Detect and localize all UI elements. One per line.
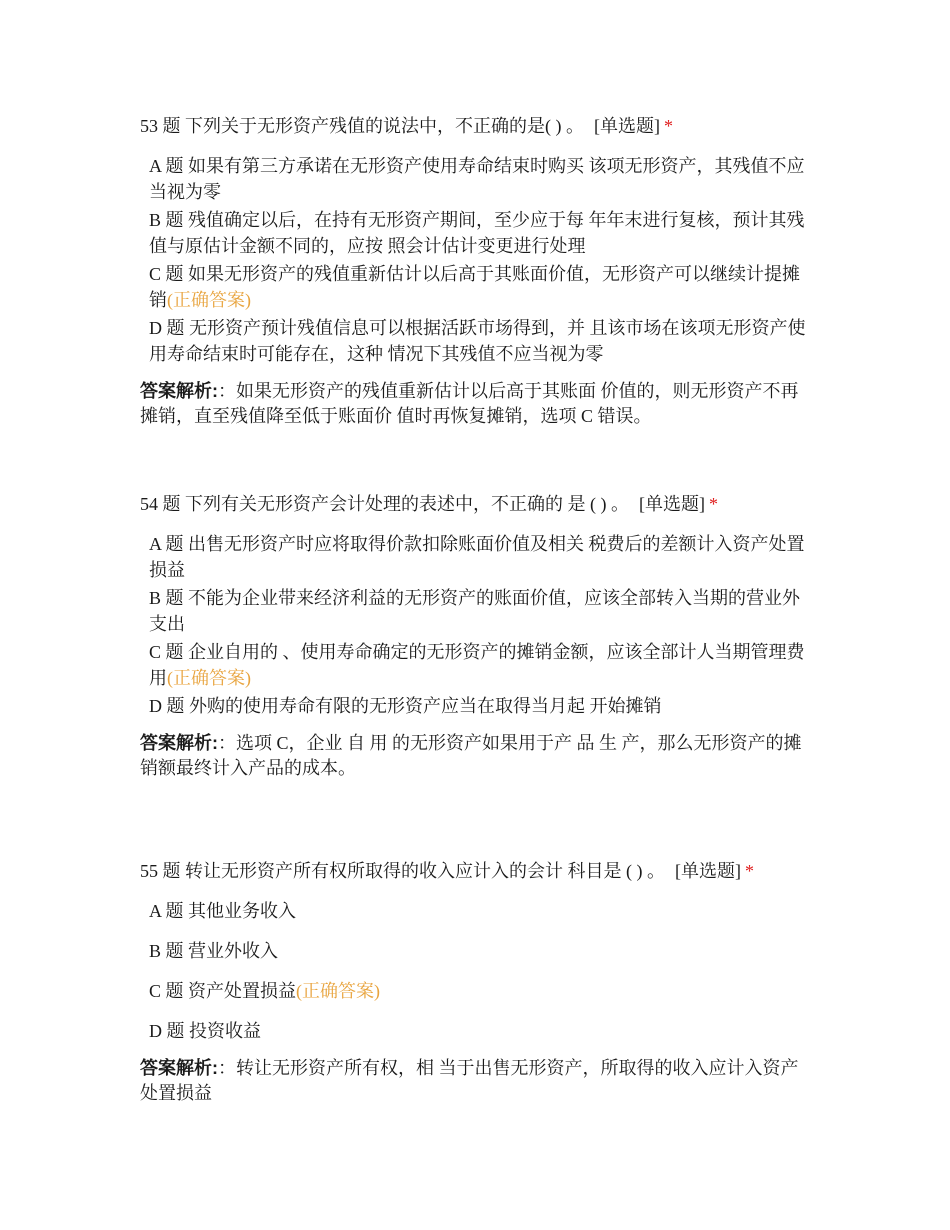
analysis-text: ：选项 C，企业 自 用 的无形资产如果用于产 品 生 产，那么无形资产的摊销额最终计入产品的成本。 — [140, 733, 802, 778]
question-53 — [140, 113, 810, 429]
option-text: B 题 营业外收入 — [149, 941, 279, 961]
option-text: B 题 残值确定以后，在持有无形资产期间，至少应于每 年年末进行复核，预计其残值与原估计金额不同的，应按 照会计估计变更进行处理 — [149, 210, 805, 256]
option-text: D 题 无形资产预计残值信息可以根据活跃市场得到，并 且该市场在该项无形资产使用寿命结束时可能存在，这种 情况下其残值不应当视为零 — [149, 318, 806, 364]
analysis-text: ：如果无形资产的残值重新估计以后高于其账面 价值的，则无形资产不再摊销，直至残值降至低于账面价 值时再恢复摊销，选项 C 错误。 — [140, 381, 799, 426]
correct-answer-tag: (正确答案) — [167, 290, 251, 310]
question-title — [140, 113, 810, 139]
question-text: 54 题 下列有关无形资产会计处理的表述中，不正确的 是 ( ) 。 — [140, 494, 629, 514]
question-type-label: [单选题] — [594, 116, 660, 136]
option-text: D 题 投资收益 — [149, 1021, 261, 1041]
option-c[interactable] — [140, 261, 810, 313]
analysis-text: ：转让无形资产所有权，相 当于出售无形资产，所取得的收入应计入资产处置损益 — [140, 1058, 799, 1103]
question-text: 53 题 下列关于无形资产残值的说法中，不正确的是( ) 。 — [140, 116, 584, 136]
required-mark: * — [664, 116, 673, 136]
option-d[interactable] — [140, 1018, 810, 1044]
option-text: A 题 如果有第三方承诺在无形资产使用寿命结束时购买 该项无形资产，其残值不应当视为零 — [149, 156, 805, 202]
option-c[interactable] — [140, 639, 810, 691]
option-b[interactable] — [140, 585, 810, 637]
answer-analysis — [140, 731, 810, 781]
question-55 — [140, 858, 810, 1106]
analysis-label: 答案解析: — [140, 733, 218, 753]
option-b[interactable] — [140, 207, 810, 259]
correct-answer-tag: (正确答案) — [296, 981, 381, 1001]
question-title — [140, 491, 810, 517]
option-a[interactable] — [140, 898, 810, 924]
option-a[interactable] — [140, 531, 810, 583]
question-text: 55 题 转让无形资产所有权所取得的收入应计入的会计 科目是 ( ) 。 — [140, 861, 665, 881]
option-b[interactable] — [140, 938, 810, 964]
option-text: D 题 外购的使用寿命有限的无形资产应当在取得当月起 开始摊销 — [149, 696, 662, 716]
answer-analysis — [140, 1056, 810, 1106]
option-text: B 题 不能为企业带来经济利益的无形资产的账面价值，应该全部转入当期的营业外支出 — [149, 588, 801, 634]
question-54 — [140, 491, 810, 781]
required-mark: * — [745, 861, 754, 881]
analysis-label: 答案解析: — [140, 1058, 218, 1078]
option-a[interactable] — [140, 153, 810, 205]
answer-analysis — [140, 379, 810, 429]
option-text: C 题 企业自用的 、使用寿命确定的无形资产的摊销金额，应该全部计人当期管理费用 — [149, 642, 805, 688]
required-mark: * — [709, 494, 718, 514]
option-text: C 题 资产处置损益 — [149, 981, 297, 1001]
option-text: A 题 其他业务收入 — [149, 901, 297, 921]
option-d[interactable] — [140, 693, 810, 719]
option-d[interactable] — [140, 315, 810, 367]
option-text: C 题 如果无形资产的残值重新估计以后高于其账面价值，无形资产可以继续计提摊销 — [149, 264, 801, 310]
option-c[interactable] — [140, 978, 810, 1004]
correct-answer-tag: (正确答案) — [167, 668, 251, 688]
question-title — [140, 858, 810, 884]
analysis-label: 答案解析: — [140, 381, 218, 401]
question-type-label: [单选题] — [639, 494, 705, 514]
question-type-label: [单选题] — [675, 861, 741, 881]
option-text: A 题 出售无形资产时应将取得价款扣除账面价值及相关 税费后的差额计入资产处置损益 — [149, 534, 805, 580]
